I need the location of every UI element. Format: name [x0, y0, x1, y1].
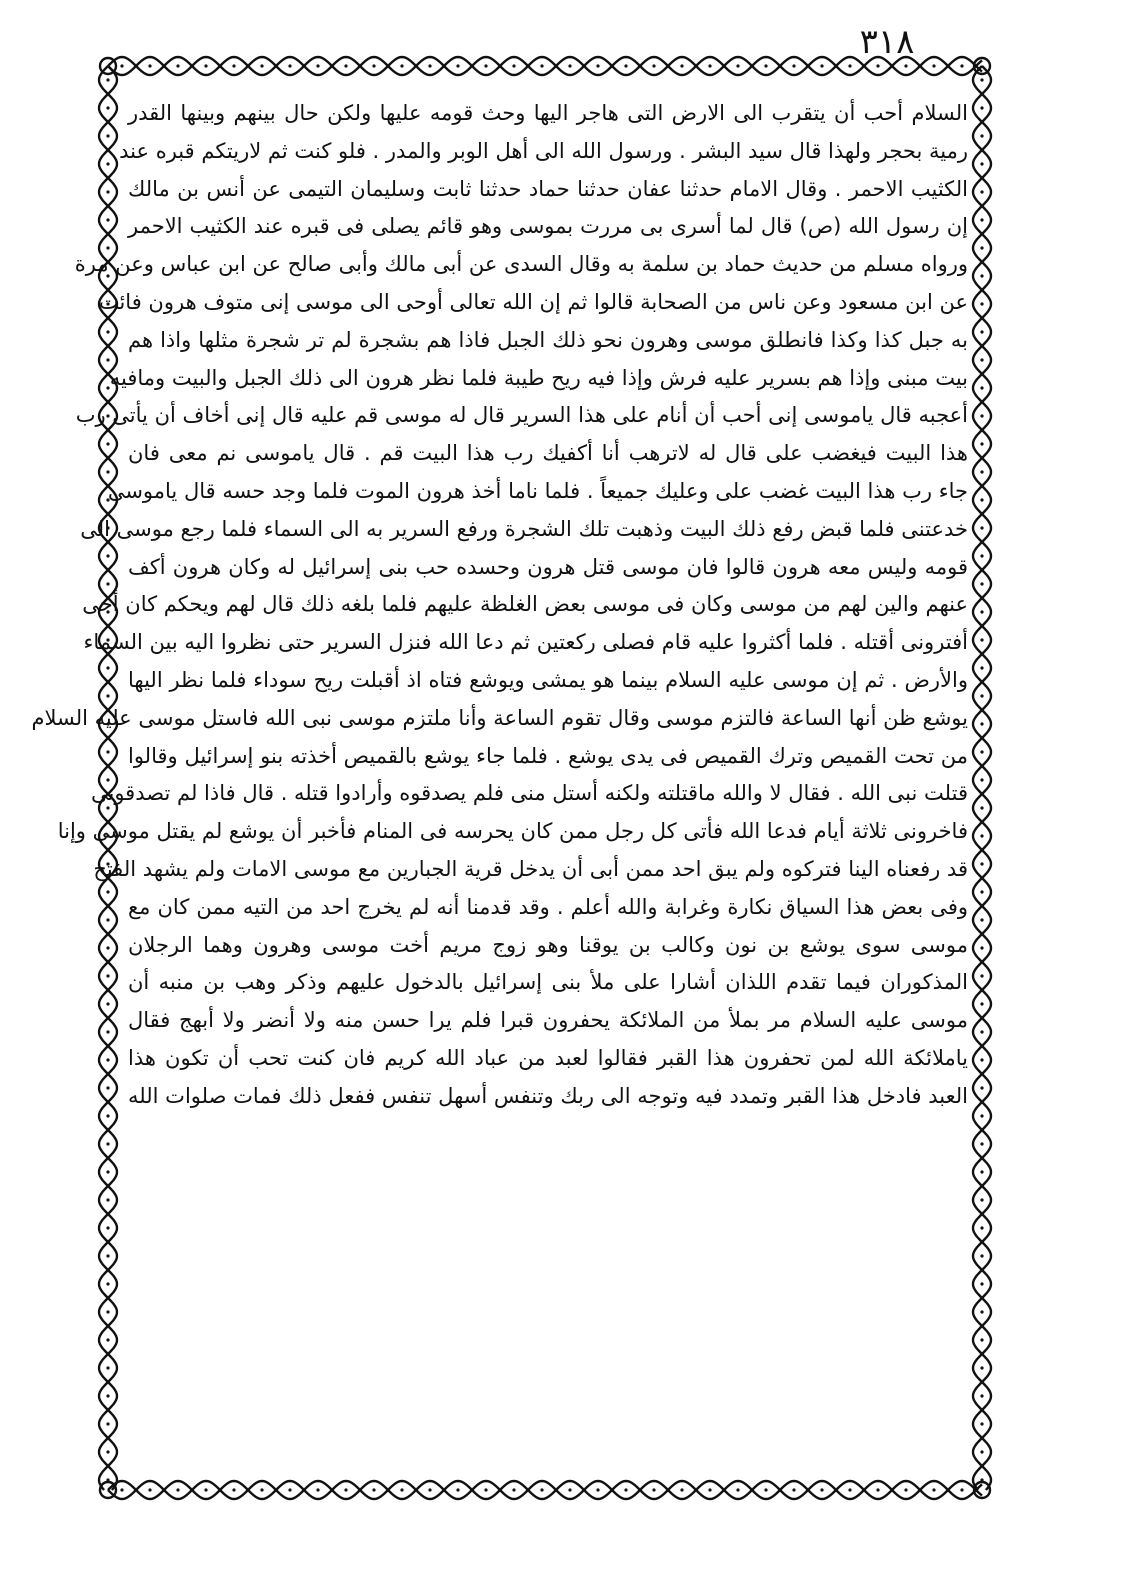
chain-dot [400, 64, 403, 67]
chain-dot [980, 862, 983, 865]
text-line-12: خدعتنى فلما قبض رفع ذلك البيت وذهبت تلك الشجرة ورفع السرير به الى السماء فلما رجع موسى الى [80, 516, 968, 541]
chain-dot [106, 1142, 109, 1145]
chain-dot [980, 610, 983, 613]
chain-dot [512, 1488, 515, 1491]
chain-dot [680, 64, 683, 67]
chain-dot [980, 358, 983, 361]
chain-dot [106, 974, 109, 977]
chain-dot [106, 554, 109, 557]
chain-dot [316, 1488, 319, 1491]
chain-dot [316, 64, 319, 67]
chain-dot [106, 666, 109, 669]
chain-dot [980, 778, 983, 781]
chain-dot [980, 1450, 983, 1453]
chain-dot [106, 218, 109, 221]
chain-dot [980, 1198, 983, 1201]
chain-dot [904, 64, 907, 67]
text-line-17: يوشع ظن أنها الساعة فالتزم موسى وقال تقوم الساعة وأنا ملتزم موسى نبى الله فاستل موسى عليه السلام [31, 705, 968, 730]
text-line-15: أفترونى أقتله . فلما أكثروا عليه قام فصلى ركعتين ثم دعا الله فنزل السرير حتى نظروا اليه بين السماء [83, 630, 968, 655]
chain-dot [764, 64, 767, 67]
chain-dot [106, 1030, 109, 1033]
text-line-26: ياملائكة الله لمن تحفرون هذا القبر فقالوا لعبد من عباد الله كريم فان كنت تحب أن تكون هذا [128, 1045, 968, 1070]
chain-dot [980, 1086, 983, 1089]
text-line-4: إن رسول الله (ص) قال لما أسرى بى مررت بموسى وهو قائم يصلى فى قبره عند الكثيب الاحمر [128, 214, 968, 239]
chain-dot [980, 890, 983, 893]
chain-dot [876, 1488, 879, 1491]
chain-dot [792, 1488, 795, 1491]
chain-dot [980, 1338, 983, 1341]
chain-dot [106, 1226, 109, 1229]
chain-dot [980, 554, 983, 557]
chain-dot [624, 64, 627, 67]
chain-dot [106, 1114, 109, 1117]
chain-dot [980, 246, 983, 249]
text-line-18: من تحت القميص وترك القميص فى يدى يوشع . فلما جاء يوشع بالقميص أخذته بنو إسرائيل وقالوا [128, 743, 968, 768]
chain-dot [904, 1488, 907, 1491]
chain-dot [148, 64, 151, 67]
text-line-27: العبد فادخل هذا القبر وتمدد فيه وتوجه الى ربك وتنفس أسهل تنفس ففعل ذلك فمات صلوات الله [128, 1083, 968, 1108]
text-line-1: السلام أحب أن يتقرب الى الارض التى هاجر اليها وحث قومه عليها ولكن حال بينهم وبينها القدر [128, 101, 968, 125]
page-number: ٣١٨ [859, 22, 915, 62]
chain-dot [980, 386, 983, 389]
chain-dot [876, 64, 879, 67]
chain-dot [932, 64, 935, 67]
chain-dot [596, 64, 599, 67]
chain-dot [428, 1488, 431, 1491]
chain-dot [106, 1002, 109, 1005]
chain-dot [980, 414, 983, 417]
chain-dot [106, 1198, 109, 1201]
chain-dot [980, 190, 983, 193]
chain-dot [484, 64, 487, 67]
chain-dot [106, 582, 109, 585]
chain-dot [204, 64, 207, 67]
chain-dot [106, 1086, 109, 1089]
chain-dot [288, 1488, 291, 1491]
chain-dot [106, 918, 109, 921]
body-text [31, 95, 968, 1455]
chain-dot [106, 162, 109, 165]
chain-dot [980, 498, 983, 501]
chain-dot [344, 64, 347, 67]
chain-dot [106, 106, 109, 109]
chain-dot [980, 974, 983, 977]
chain-dot [260, 64, 263, 67]
chain-dot [232, 1488, 235, 1491]
chain-dot [106, 78, 109, 81]
chain-dot [980, 750, 983, 753]
chain-dot [980, 1254, 983, 1257]
chain-dot [980, 1282, 983, 1285]
chain-dot [792, 64, 795, 67]
chain-dot [372, 1488, 375, 1491]
chain-dot [848, 64, 851, 67]
chain-dot [708, 1488, 711, 1491]
text-line-13: قومه وليس معه هرون قالوا فان موسى قتل هرون وحسده حب بنى إسرائيل له وكان هرون أكف [128, 554, 968, 579]
chain-dot [106, 134, 109, 137]
chain-dot [288, 64, 291, 67]
chain-dot [980, 1394, 983, 1397]
text-line-22: وفى بعض هذا السياق نكارة وغرابة والله أعلم . وقد قدمنا أنه لم يخرج احد من التيه ممن كان مع [128, 894, 968, 919]
text-line-5: ورواه مسلم من حديث حماد بن سلمة به وقال السدى عن أبى مالك وأبى صالح عن ابن عباس وعن مرة [74, 252, 968, 277]
text-line-24: المذكوران فيما تقدم اللذان أشارا على ملأ بنى إسرائيل بالدخول عليهم وذكر وهب بن منبه أن [128, 970, 968, 995]
chain-dot [980, 442, 983, 445]
chain-dot [980, 694, 983, 697]
chain-dot [980, 638, 983, 641]
text-line-8: بيت مبنى وإذا هم بسرير عليه فرش وإذا فيه ريح طيبة فلما نظر هرون الى ذلك الجبل والبيت ومافيه [109, 365, 968, 390]
chain-dot [260, 1488, 263, 1491]
chain-dot [980, 526, 983, 529]
chain-dot [980, 834, 983, 837]
text-line-16: والأرض . ثم إن موسى عليه السلام بينما هو يمشى ويوشع فتاه اذ أقبلت ريح سوداء فلما نظر اليها [128, 667, 968, 692]
chain-dot [932, 1488, 935, 1491]
chain-dot [106, 442, 109, 445]
chain-dot [980, 1058, 983, 1061]
chain-dot [980, 582, 983, 585]
text-line-2: رمية بحجر ولهذا قال سيد البشر . ورسول الله الى أهل الوبر والمدر . فلو كنت ثم لاريتكم قبره عند [119, 138, 968, 163]
text-line-9: أعجبه قال ياموسى إنى أحب أن أنام على هذا السرير قال له موسى قم عليه قال إنى أخاف أن يأتى رب [75, 403, 968, 428]
chain-dot [980, 1366, 983, 1369]
chain-dot [428, 64, 431, 67]
chain-dot [568, 64, 571, 67]
chain-dot [106, 1450, 109, 1453]
chain-dot [820, 1488, 823, 1491]
chain-dot [980, 946, 983, 949]
chain-dot [980, 302, 983, 305]
chain-dot [540, 1488, 543, 1491]
chain-dot [980, 1030, 983, 1033]
chain-dot [848, 1488, 851, 1491]
chain-dot [980, 722, 983, 725]
chain-dot [980, 106, 983, 109]
chain-dot [106, 750, 109, 753]
chain-dot [980, 666, 983, 669]
chain-dot [106, 1338, 109, 1341]
chain-dot [484, 1488, 487, 1491]
text-line-7: به جبل كذا وكذا فانطلق موسى وهرون نحو ذلك الجبل فاذا هم بشجرة لم تر شجرة مثلها واذا هم [128, 327, 968, 352]
text-line-14: عنهم والين لهم من موسى وكان فى موسى بعض الغلظة عليهم فلما بلغه ذلك قال لهم ويحكم كان أخى [82, 592, 968, 617]
chain-dot [106, 694, 109, 697]
chain-dot [596, 1488, 599, 1491]
chain-dot [652, 1488, 655, 1491]
chain-dot [106, 1310, 109, 1313]
chain-dot [820, 64, 823, 67]
chain-dot [708, 64, 711, 67]
chain-dot [980, 806, 983, 809]
chain-dot [980, 1226, 983, 1229]
chain-dot [106, 1058, 109, 1061]
chain-dot [400, 1488, 403, 1491]
chain-dot [980, 218, 983, 221]
chain-dot [980, 78, 983, 81]
chain-dot [120, 1488, 123, 1491]
chain-dot [372, 64, 375, 67]
chain-dot [764, 1488, 767, 1491]
chain-dot [980, 274, 983, 277]
chain-dot [540, 64, 543, 67]
chain-dot [106, 330, 109, 333]
chain-dot [980, 162, 983, 165]
chain-dot [106, 1394, 109, 1397]
chain-dot [980, 1422, 983, 1425]
chain-dot [106, 1254, 109, 1257]
chain-dot [980, 1310, 983, 1313]
chain-dot [456, 1488, 459, 1491]
chain-dot [980, 1114, 983, 1117]
chain-dot [232, 64, 235, 67]
chain-dot [106, 1282, 109, 1285]
chain-dot [512, 64, 515, 67]
chain-dot [980, 330, 983, 333]
chain-dot [680, 1488, 683, 1491]
chain-dot [106, 1366, 109, 1369]
chain-dot [120, 64, 123, 67]
chain-dot [736, 64, 739, 67]
chain-dot [106, 1422, 109, 1425]
text-line-10: هذا البيت فيغضب على قال له لاترهب أنا أكفيك رب هذا البيت قم . قال ياموسى نم معى فان [128, 441, 968, 466]
chain-dot [980, 134, 983, 137]
chain-dot [652, 64, 655, 67]
chain-dot [960, 1488, 963, 1491]
text-line-25: موسى عليه السلام مر بملأ من الملائكة يحفرون قبرا فلم يرا حسن منه ولا أنضر ولا أبهج فقال [128, 1008, 968, 1033]
chain-dot [568, 1488, 571, 1491]
text-line-23: موسى سوى يوشع بن نون وكالب بن يوقنا وهو زوج مريم أخت موسى وهرون وهما الرجلان [128, 932, 968, 957]
chain-dot [176, 64, 179, 67]
chain-dot [204, 1488, 207, 1491]
chain-dot [176, 1488, 179, 1491]
chain-dot [980, 918, 983, 921]
text-line-11: جاء رب هذا البيت غضب على وعليك جميعاً . فلما ناما أخذ هرون الموت فلما وجد حسه قال ياموسى [107, 478, 968, 503]
text-line-19: قتلت نبى الله . فقال لا والله ماقتلته ولكنه أستل منى فلم يصدقوه وأرادوا قتله . قال فاذا لم تصدقونى [90, 781, 968, 806]
text-line-21: قد رفعناه الينا فتركوه ولم يبق احد ممن أبى أن يدخل قرية الجبارين مع موسى الامات ولم يشهد الفتح [93, 856, 968, 881]
chain-dot [980, 470, 983, 473]
text-line-3: الكثيب الاحمر . وقال الامام حدثنا عفان حدثنا حماد حدثنا ثابت وسليمان التيمى عن أنس بن مالك [128, 176, 968, 201]
text-line-6: عن ابن مسعود وعن ناس من الصحابة قالوا ثم إن الله تعالى أوحى الى موسى إنى متوف هرون فائت [98, 289, 968, 314]
chain-dot [624, 1488, 627, 1491]
chain-dot [106, 1170, 109, 1173]
chain-dot [106, 190, 109, 193]
chain-dot [960, 64, 963, 67]
chain-dot [148, 1488, 151, 1491]
chain-dot [980, 1142, 983, 1145]
chain-dot [736, 1488, 739, 1491]
chain-dot [344, 1488, 347, 1491]
text-line-20: فاخرونى ثلاثة أيام فدعا الله فأتى كل رجل ممن كان يحرسه فى المنام فأخبر أن يوشع لم يقتل موسى وإنا [57, 819, 968, 844]
chain-dot [456, 64, 459, 67]
chain-dot [980, 1170, 983, 1173]
chain-dot [106, 946, 109, 949]
chain-dot [980, 1002, 983, 1005]
chain-dot [106, 890, 109, 893]
